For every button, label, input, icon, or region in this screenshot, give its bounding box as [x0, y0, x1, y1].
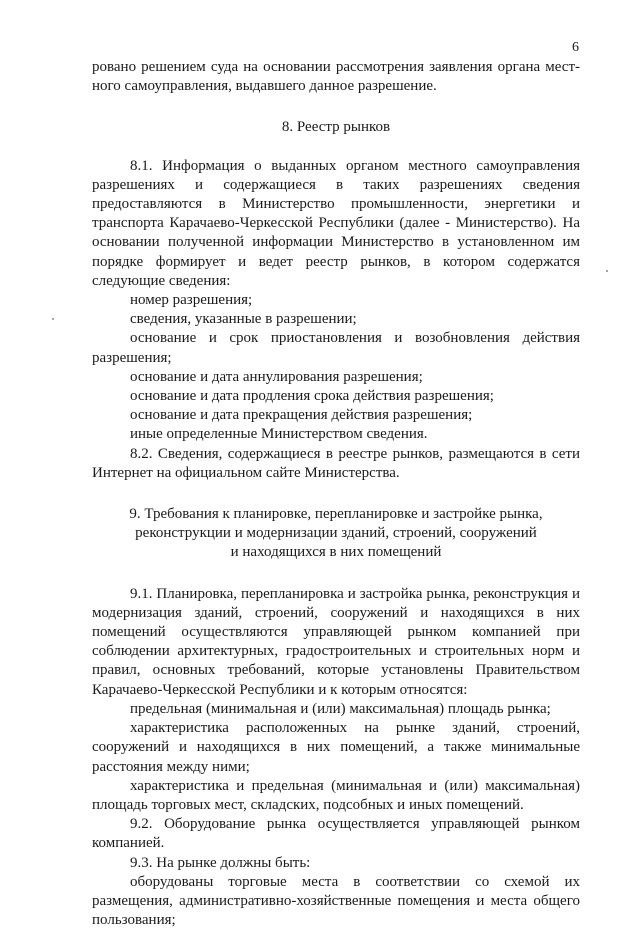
- section-9-heading: [92, 505, 580, 563]
- heading-line: и находящихся в них помещений: [230, 544, 442, 561]
- list-item: основание и срок приостановления и возобновления действия разрешения;: [92, 330, 580, 366]
- list-item: основание и дата аннулирования разрешения;: [130, 368, 423, 385]
- list-item: сведения, указанные в разрешении;: [130, 311, 357, 328]
- page-number: 6: [572, 40, 579, 55]
- section-8-heading: 8. Реестр рынков: [281, 119, 391, 136]
- list-item: иные определенные Министерством сведения.: [130, 426, 428, 443]
- scan-speck: [52, 318, 54, 320]
- paragraph-9-2: 9.2. Оборудование рынка осуществляется управляющей рынком компанией.: [92, 816, 580, 852]
- heading-line: реконструкции и модернизации зданий, строений, сооружений: [135, 525, 537, 542]
- document-body: [92, 58, 580, 930]
- paragraph-8-1: 8.1. Информация о выданных органом местного самоуправления разрешениях и содержащиеся в таких разрешениях сведения предоставляются в Министерство промышленности, энергетики и транспорта Карачаево-Черкесской Республики (далее - Министерство). На основании полученной информации Министерство в установленном им порядке формирует и ведет реестр рынков, в котором содержатся следующие сведения:: [92, 157, 580, 289]
- paragraph-9-3: 9.3. На рынке должны быть:: [130, 854, 311, 871]
- paragraph-9-1: 9.1. Планировка, перепланировка и застройка рынка, реконструкция и модернизация зданий, строений, сооружений и находящихся в них помещений осуществляются управляющей рынком компанией при соблюдении архитектурных, градостроительных и строительных норм и правил, основных требований, которые установлены Правительством Карачаево-Черкесской Республики и к которым относятся:: [92, 585, 580, 698]
- list-item: основание и дата продления срока действия разрешения;: [130, 388, 494, 405]
- scan-speck: [606, 270, 608, 272]
- list-item: номер разрешения;: [130, 292, 253, 309]
- heading-line: 9. Требования к планировке, перепланировке и застройке рынка,: [129, 506, 543, 523]
- list-item: характеристика и предельная (минимальная и (или) максимальная) площадь торговых мест, складских, подсобных и иных помещений.: [92, 777, 580, 813]
- list-item: характеристика расположенных на рынке зданий, строений, сооружений и находящихся в них помещений, а также минимальные расстояния между ними;: [92, 720, 580, 775]
- paragraph-8-2: 8.2. Сведения, содержащиеся в реестре рынков, размещаются в сети Интернет на официальном сайте Министерства.: [92, 445, 580, 481]
- list-item: предельная (минимальная и (или) максимальная) площадь рынка;: [130, 700, 551, 717]
- list-item: оборудованы торговые места в соответствии со схемой их размещения, административно-хозяйственные помещения и места общего пользования;: [92, 873, 580, 929]
- continuation-paragraph: ровано решением суда на основании рассмотрения заявления органа мест-ного самоуправления, выдавшего данное разрешение.: [92, 59, 580, 95]
- list-item: основание и дата прекращения действия разрешения;: [130, 407, 473, 424]
